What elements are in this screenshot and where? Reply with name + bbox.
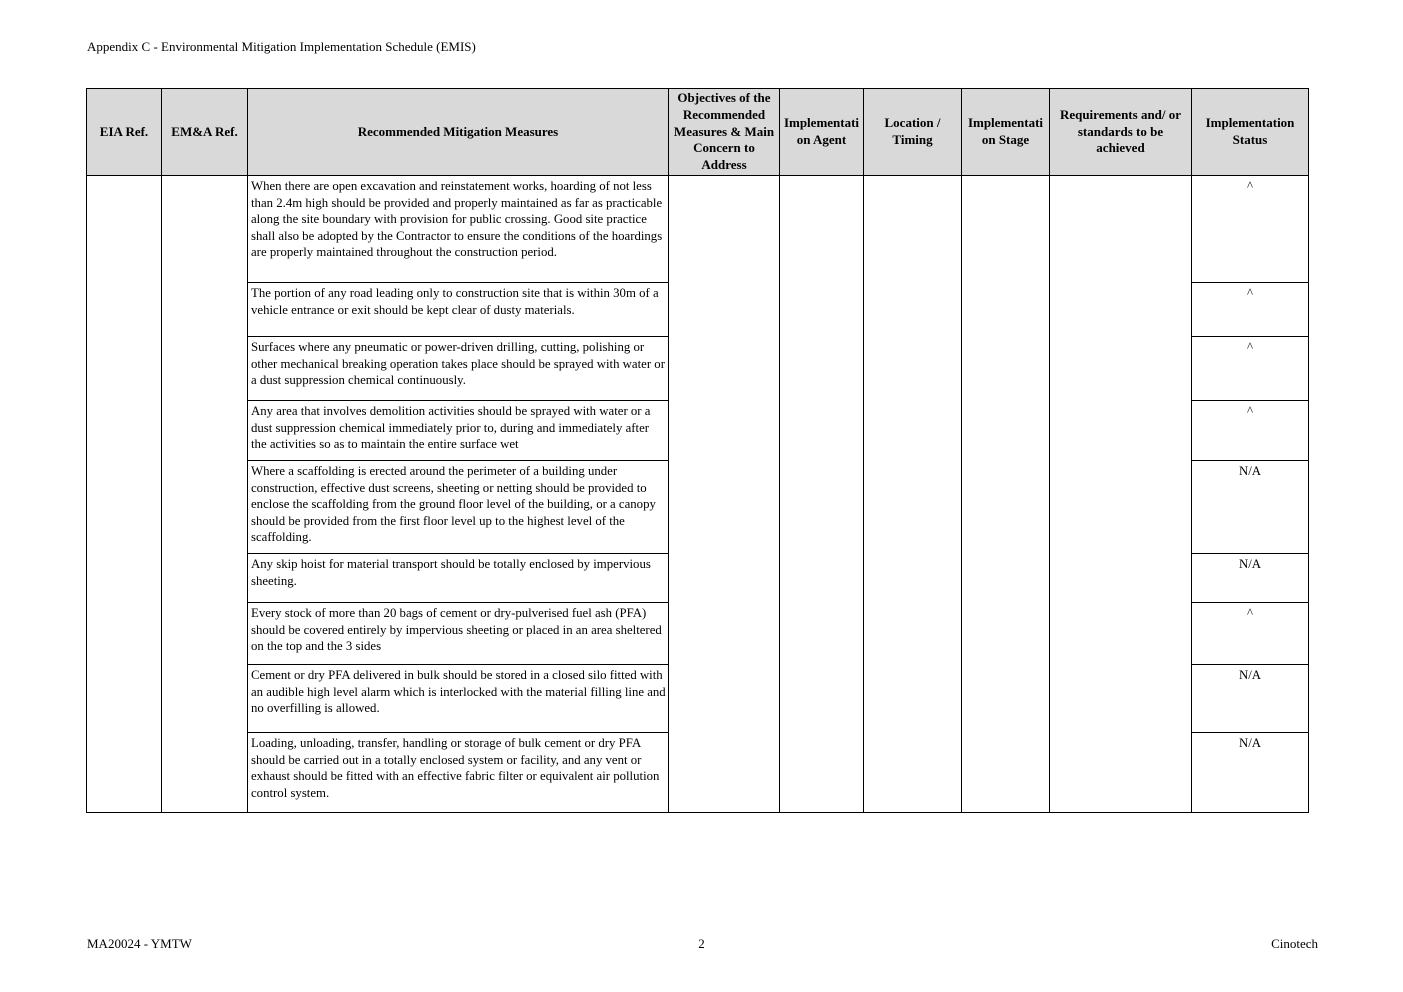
measure-cell: Where a scaffolding is erected around the perimeter of a building under construction, effective dust screens, sheeting or netting should be provided to enclose the scaffolding from the ground floor level of the building, or a canopy should be provided from the first floor level up to the highest level of the scaffolding. <box>248 460 669 553</box>
status-cell: N/A <box>1192 664 1309 732</box>
footer-project-ref: MA20024 - YMTW <box>87 936 192 951</box>
measure-cell: When there are open excavation and reinstatement works, hoarding of not less than 2.4m high should be provided and properly maintained as far as practicable along the site boundary with provision for public crossing. Good site practice shall also be adopted by the Contractor to ensure the conditions of the hoardings are properly maintained throughout the construction period. <box>248 175 669 282</box>
status-cell: ^ <box>1192 336 1309 400</box>
table-header-row <box>87 89 1309 176</box>
objectives-cell <box>669 175 780 812</box>
col-header-recommended-mitigation-measures: Recommended Mitigation Measures <box>248 89 669 176</box>
table-row <box>87 175 1309 282</box>
ema-ref-cell <box>162 175 248 812</box>
status-cell: N/A <box>1192 553 1309 602</box>
col-header-location-timing: Location / Timing <box>864 89 962 176</box>
status-cell: ^ <box>1192 400 1309 460</box>
footer-company: Cinotech <box>1271 936 1318 951</box>
location-timing-cell <box>864 175 962 812</box>
emis-table <box>86 88 1309 813</box>
col-header-ema-ref: EM&A Ref. <box>162 89 248 176</box>
requirements-cell <box>1050 175 1192 812</box>
status-cell: ^ <box>1192 602 1309 664</box>
status-cell: ^ <box>1192 282 1309 336</box>
measure-cell: Every stock of more than 20 bags of cement or dry-pulverised fuel ash (PFA) should be covered entirely by impervious sheeting or placed in an area sheltered on the top and the 3 sides <box>248 602 669 664</box>
col-header-eia-ref: EIA Ref. <box>87 89 162 176</box>
page-number: 2 <box>698 936 705 951</box>
col-header-implementation-status: Implementation Status <box>1192 89 1309 176</box>
status-cell: N/A <box>1192 460 1309 553</box>
eia-ref-cell <box>87 175 162 812</box>
col-header-objectives: Objectives of the Recommended Measures & Main Concern to Address <box>669 89 780 176</box>
measure-cell: Cement or dry PFA delivered in bulk should be stored in a closed silo fitted with an audible high level alarm which is interlocked with the material filling line and no overfilling is allowed. <box>248 664 669 732</box>
implementation-agent-cell <box>780 175 864 812</box>
implementation-stage-cell <box>962 175 1050 812</box>
status-cell: N/A <box>1192 732 1309 812</box>
col-header-requirements-standards: Requirements and/ or standards to be achieved <box>1050 89 1192 176</box>
measure-cell: Loading, unloading, transfer, handling or storage of bulk cement or dry PFA should be carried out in a totally enclosed system or facility, and any vent or exhaust should be fitted with an effective fabric filter or equivalent air pollution control system. <box>248 732 669 812</box>
status-cell: ^ <box>1192 175 1309 282</box>
col-header-implementation-agent: Implementation Agent <box>780 89 864 176</box>
measure-cell: Any skip hoist for material transport should be totally enclosed by impervious sheeting. <box>248 553 669 602</box>
col-header-implementation-stage: Implementation Stage <box>962 89 1050 176</box>
page-title: Appendix C - Environmental Mitigation Implementation Schedule (EMIS) <box>87 39 476 54</box>
measure-cell: Surfaces where any pneumatic or power-driven drilling, cutting, polishing or other mechanical breaking operation takes place should be sprayed with water or a dust suppression chemical continuously. <box>248 336 669 400</box>
measure-cell: Any area that involves demolition activities should be sprayed with water or a dust suppression chemical immediately prior to, during and immediately after the activities so as to maintain the entire surface wet <box>248 400 669 460</box>
measure-cell: The portion of any road leading only to construction site that is within 30m of a vehicle entrance or exit should be kept clear of dusty materials. <box>248 282 669 336</box>
